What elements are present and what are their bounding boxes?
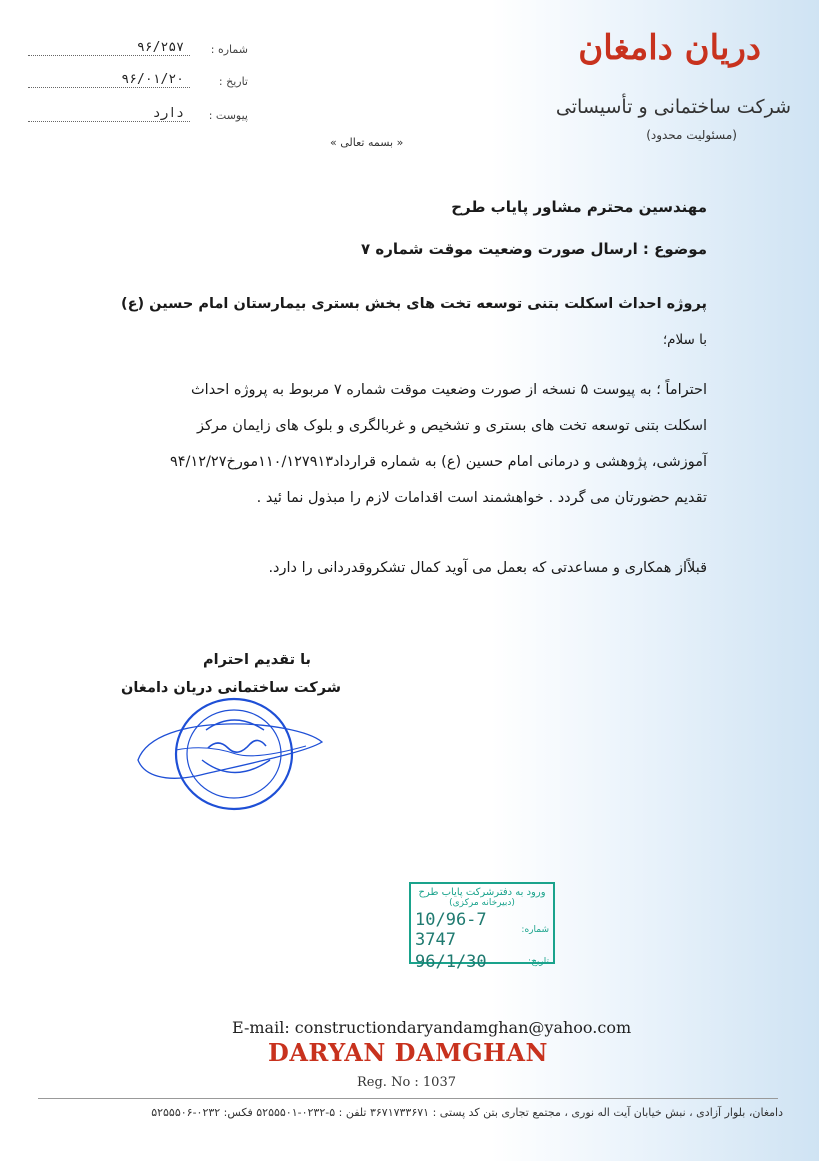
company-liability: (مسئولیت محدود)	[646, 128, 737, 142]
body-line: تقدیم حضورتان می گردد . خواهشمند است اقدامات لازم را مبذول نما ئید .	[256, 490, 707, 506]
footer-brand: DARYAN DAMGHAN	[268, 1038, 548, 1067]
footer-reg-number: Reg. No : 1037	[357, 1075, 456, 1090]
receipt-number-label: شماره:	[521, 925, 549, 935]
letter-number-label: شماره :	[210, 43, 248, 56]
letter-date-label: تاریخ :	[218, 75, 248, 88]
receipt-stamp-title: ورود به دفترشرکت پایاب طرح	[418, 887, 546, 898]
receipt-number-row	[415, 910, 549, 950]
bismillah: « بسمه تعالی »	[330, 136, 404, 149]
letter-number-row	[28, 40, 248, 56]
letter-attachment-value: دارد	[28, 106, 190, 122]
closing-line: قبلاًاز همکاری و مساعدتی که بعمل می آوید کمال تشکروقدردانی را دارد.	[268, 560, 707, 576]
regards: با تقدیم احترام	[202, 652, 311, 668]
signature-company: شرکت ساختمانی دریان دامغان	[120, 680, 341, 696]
body-line: اسکلت بتنی توسعه تخت های بستری و تشخیص و غربالگری و بلوک های زایمان مرکز	[196, 418, 707, 434]
letter-date-value: ۹۶/۰۱/۲۰	[28, 72, 190, 88]
receipt-date-row	[415, 952, 549, 972]
body-line: آموزشی، پژوهشی و درمانی امام حسین (ع) به شماره قرارداد۱۱۰/۱۲۷۹۱۳مورخ۹۴/۱۲/۲۷	[169, 454, 707, 470]
receipt-date-value: 96/1/30	[415, 952, 487, 972]
footer-address: دامغان، بلوار آزادی ، نبش خیابان آیت اله نوری ، مجتمع تجاری بتن کد پستی : ۳۶۷۱۷۳۳۶۷۱ تلفن : ۵-۰۲۳۲-۵۲۵۵۵۰۱ فکس: ۰۲۳۲-۵۲۵۵۵۰۶	[151, 1106, 783, 1119]
project-title: پروژه احداث اسکلت بتنی توسعه تخت های بخش بستری بیمارستان امام حسین (ع)	[120, 296, 707, 312]
addressee: مهندسین محترم مشاور پایاب طرح	[451, 198, 707, 216]
letter-number-value: ۹۶/۲۵۷	[28, 40, 190, 56]
receipt-stamp	[409, 882, 555, 972]
letter-attachment-label: پیوست :	[208, 109, 248, 122]
receipt-stamp-subtitle: (دبیرخانه مرکزی)	[449, 898, 515, 908]
letter-attachment-row	[28, 106, 248, 122]
company-name: شرکت ساختمانی و تأسیساتی	[555, 96, 791, 118]
footer-divider	[38, 1098, 778, 1099]
receipt-number-value: 10/96-7 3747	[415, 910, 487, 950]
body-line: احتراماً ؛ به پیوست ۵ نسخه از صورت وضعیت موقت شماره ۷ مربوط به پروژه احداث	[191, 382, 707, 398]
company-seal-stamp	[136, 690, 326, 820]
brand-logo-text: دریان دامغان	[578, 28, 761, 68]
greeting: با سلام؛	[662, 332, 707, 348]
letter-date-row	[28, 72, 248, 88]
footer-email: E-mail: constructiondaryandamghan@yahoo.com	[232, 1018, 632, 1037]
receipt-date-label: تاریخ:	[528, 957, 549, 967]
subject-line: موضوع : ارسال صورت وضعیت موقت شماره ۷	[361, 240, 707, 258]
letter-body	[107, 372, 707, 516]
